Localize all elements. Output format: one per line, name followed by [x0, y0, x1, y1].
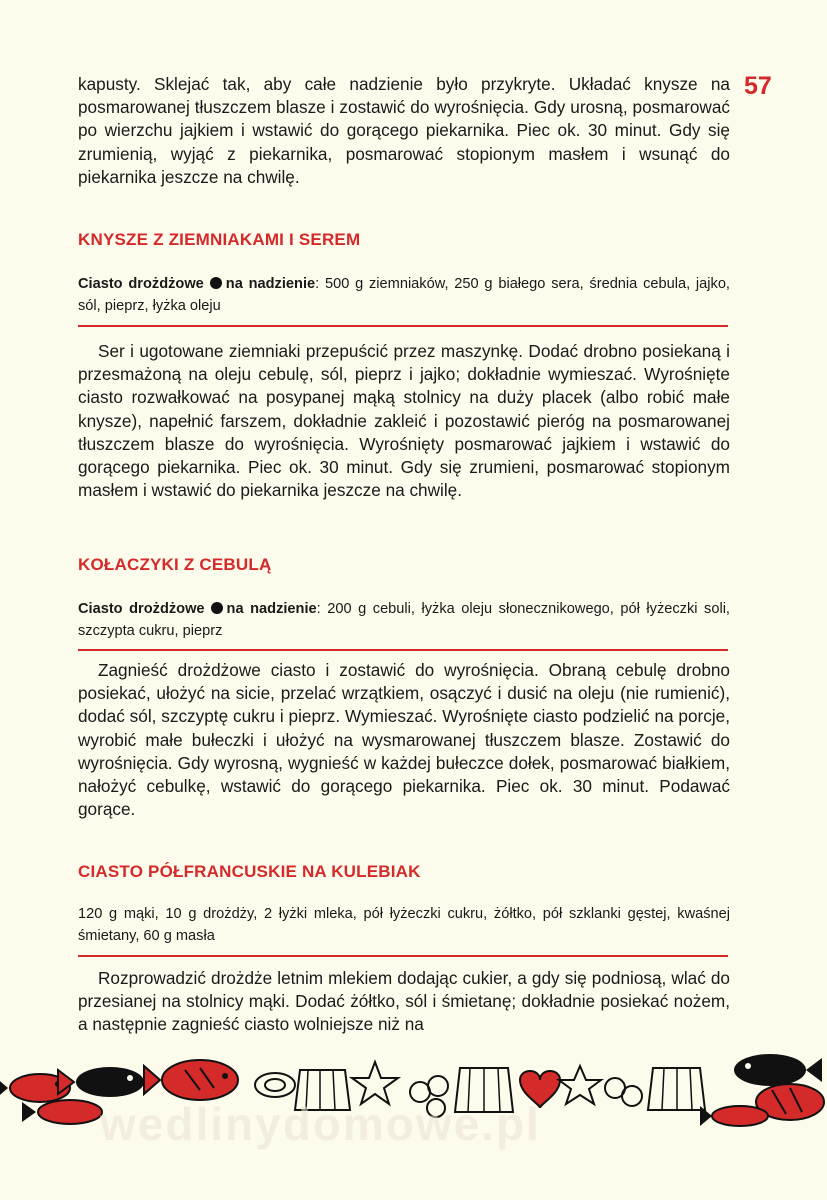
method-text: Zagnieść drożdżowe ciasto i zostawić do wyrośnięcia. Obraną cebulę drobno posiekać, ułożyć na sicie, przelać wrzątkiem, osączyć i dusić na oleju (nie rumienić), dodać sól, szczyptę cukru i pieprz. Wymieszać. Wyrośnięte ciasto podzielić na porcje, wyrobić małe bułeczki i ułożyć na wysmarowanej tłuszczem blasze. Zostawić do wyrośnięcia. Gdy wyrosną, wygnieść w każdej bułeczce dołek, posmarować białkiem, nałożyć cebulkę, wstawić do gorącego piekarnika. Piec ok. 30 minut. Podawać gorące. [78, 660, 730, 820]
recipe-ingredients-kolaczyki [78, 598, 730, 642]
dough-label: Ciasto drożdżowe [78, 601, 205, 617]
star-cookie-icon [559, 1066, 601, 1104]
method-text: Ser i ugotowane ziemniaki przepuścić przez maszynkę. Dodać drobno posiekaną i przesmażoną na oleju cebulę, sól, pieprz i jajko; dokładnie wymieszać. Wyrośnięte ciasto rozwałkować na posypanej mąką stolnicy na duży placek (albo robić małe knysze), napełnić farszem, dokładnie zakleić i pozostawić pieróg na posmarowanej tłuszczem blasze do wyrośnięcia. Wyrośnięty posmarować jajkiem i wstawić do gorącego piekarnika. Piec ok. 30 minut. Gdy się zrumieni, posmarować stopionym masłem i wstawić do piekarnika jeszcze na chwilę. [78, 341, 730, 501]
recipe-method-kolaczyki [78, 659, 730, 821]
dough-label: Ciasto drożdżowe [78, 276, 204, 292]
braided-bread-icon [255, 1073, 295, 1097]
divider-rule [78, 649, 728, 651]
intro-paragraph [78, 73, 730, 189]
filling-label: na nadzienie [226, 601, 317, 617]
recipe-title-kolaczyki: KOŁACZYKI Z CEBULĄ [78, 555, 272, 574]
divider-rule [78, 325, 728, 327]
ingredients-text: : 200 g cebuli, łyżka oleju słonecznikowego, pół łyżeczki soli, szczypta cukru, pieprz [78, 601, 730, 639]
page-number: 57 [744, 72, 772, 100]
fish-icon [700, 1106, 768, 1126]
ingredients-text: : 500 g ziemniaków, 250 g białego sera, średnia cebula, jajko, sól, pieprz, łyżka oleju [78, 276, 730, 314]
fish-icon [734, 1054, 822, 1086]
recipe-ingredients-knysze [78, 273, 730, 317]
watermark: wedlinydomowe.pl [100, 1098, 541, 1150]
mold-cake-icon [648, 1068, 705, 1110]
method-text: Rozprowadzić drożdże letnim mlekiem dodając cukier, a gdy się podniosą, wlać do przesianej na stolnicy mąki. Dodać żółtko, sól i śmietanę; dokładnie posiekać nożem, a następnie zagnieść ciasto wolniejsze niż na [78, 968, 730, 1035]
bullet-dot-icon [211, 602, 223, 614]
recipe-method-kulebiak [78, 967, 730, 1037]
filling-label: na nadzienie [225, 276, 316, 292]
ingredients-text: 120 g mąki, 10 g drożdży, 2 łyżki mleka, pół łyżeczki cukru, żółtko, pół szklanki gęstej, kwaśnej śmietany, 60 g masła [78, 906, 730, 944]
recipe-ingredients-kulebiak [78, 903, 730, 947]
pretzel-icon [605, 1078, 642, 1106]
bullet-dot-icon [210, 277, 222, 289]
divider-rule [78, 955, 728, 957]
recipe-title-kulebiak: CIASTO PÓŁFRANCUSKIE NA KULEBIAK [78, 862, 421, 881]
recipe-title-knysze: KNYSZE Z ZIEMNIAKAMI I SEREM [78, 230, 361, 249]
recipe-method-knysze [78, 340, 730, 502]
fish-icon [58, 1067, 144, 1097]
intro-text: kapusty. Sklejać tak, aby całe nadzienie było przykryte. Układać knysze na posmarowanej tłuszczem blasze i zostawić do wyrośnięcia. Gdy urosną, posmarować po wierzchu jajkiem i wstawić do gorącego piekarnika. Piec ok. 30 minut. Gdy się zrumienią, wyjąć z piekarnika, posmarować stopionym masłem i wsunąć do piekarnika jeszcze na chwilę. [78, 74, 730, 187]
fish-icon [22, 1100, 102, 1124]
fish-icon [144, 1060, 238, 1100]
